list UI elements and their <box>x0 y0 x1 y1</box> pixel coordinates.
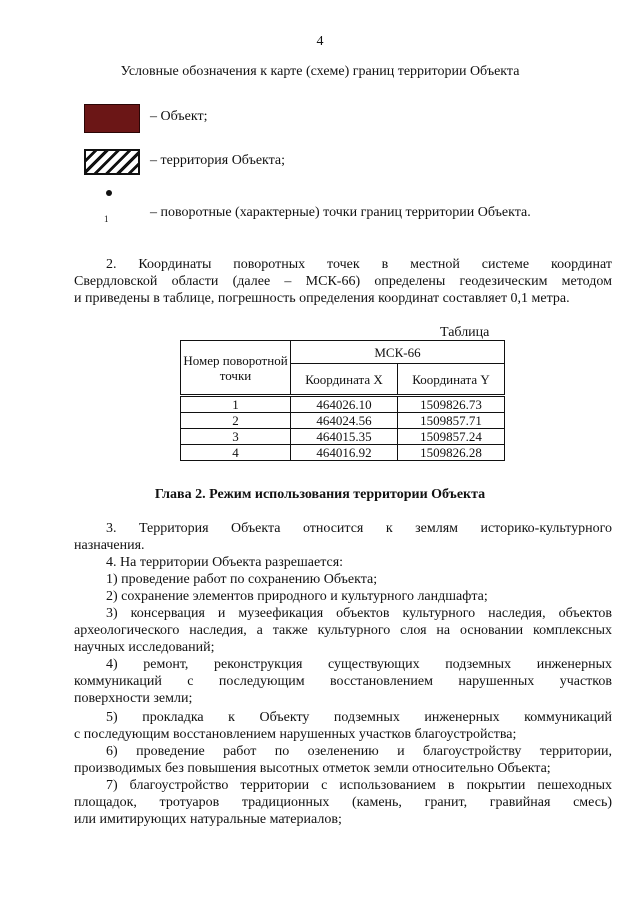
legend-territory-label: – территория Объекта; <box>150 153 286 168</box>
territory-hatch-icon <box>84 149 140 175</box>
para2-line2: Свердловской области (далее – МСК-66) определены геодезическим методом <box>74 274 612 289</box>
cell-x: 464026.10 <box>291 396 398 413</box>
legend-points-label: – поворотные (характерные) точки границ территории Объекта. <box>150 205 531 220</box>
item-7-line1: 7) благоустройство территории с использованием в покрытии пешеходных <box>106 778 612 793</box>
cell-y: 1509857.71 <box>398 413 505 429</box>
table-row <box>181 396 505 413</box>
cell-point: 1 <box>181 396 291 413</box>
item-7-line3: или имитирующих натуральные материалов; <box>74 812 342 827</box>
chapter-title: Глава 2. Режим использования территории Объекта <box>154 487 486 502</box>
para2-line1: 2. Координаты поворотных точек в местной системе координат <box>106 257 612 272</box>
table-caption: Таблица <box>440 325 490 340</box>
page-number: 4 <box>316 34 324 49</box>
table-row <box>181 413 505 429</box>
cell-point: 4 <box>181 445 291 461</box>
p3-line1: 3. Территория Объекта относится к землям историко-культурного <box>106 521 612 536</box>
legend-object-label: – Объект; <box>150 109 208 124</box>
para2-line3: и приведены в таблице, погрешность определения координат составляет 0,1 метра. <box>74 291 570 306</box>
item-5-line1: 5) прокладка к Объекту подземных инженерных коммуникаций <box>106 710 612 725</box>
header-coordinate-system: МСК-66 <box>291 341 505 364</box>
p3-line2: назначения. <box>74 538 145 553</box>
object-symbol-icon <box>84 104 140 133</box>
item-3-line2: археологического наследия, а также культурного слоя на основании комплексных <box>74 623 612 638</box>
table-row <box>181 445 505 461</box>
legend-title: Условные обозначения к карте (схеме) границ территории Объекта <box>120 64 520 79</box>
header-y: Координата Y <box>398 364 505 396</box>
cell-point: 2 <box>181 413 291 429</box>
item-4-line3: поверхности земли; <box>74 691 193 706</box>
point-marker-number: 1 <box>104 214 109 224</box>
item-3-line1: 3) консервация и музеефикация объектов культурного наследия, объектов <box>106 606 612 621</box>
cell-y: 1509826.73 <box>398 396 505 413</box>
cell-x: 464015.35 <box>291 429 398 445</box>
cell-point: 3 <box>181 429 291 445</box>
cell-y: 1509826.28 <box>398 445 505 461</box>
cell-x: 464016.92 <box>291 445 398 461</box>
item-4-line1: 4) ремонт, реконструкция существующих подземных инженерных <box>106 657 612 672</box>
item-4-line2: коммуникаций с последующим восстановлением нарушенных участков <box>74 674 612 689</box>
item-3-line3: научных исследований; <box>74 640 215 655</box>
point-marker-icon <box>106 190 112 196</box>
item-7-line2: площадок, тротуаров традиционных (камень, гранит, гравийная смесь) <box>74 795 612 810</box>
cell-x: 464024.56 <box>291 413 398 429</box>
p4: 4. На территории Объекта разрешается: <box>106 555 344 570</box>
header-x: Координата X <box>291 364 398 396</box>
item-6-line2: производимых без повышения высотных отметок земли относительно Объекта; <box>74 761 551 776</box>
item-6-line1: 6) проведение работ по озеленению и благоустройству территории, <box>106 744 612 759</box>
item-1: 1) проведение работ по сохранению Объекта; <box>106 572 378 587</box>
item-2: 2) сохранение элементов природного и культурного ландшафта; <box>106 589 488 604</box>
header-point-number: Номер поворотной точки <box>181 341 291 396</box>
item-5-line2: с последующим восстановлением нарушенных участков благоустройства; <box>74 727 517 742</box>
coordinates-table <box>180 340 505 461</box>
cell-y: 1509857.24 <box>398 429 505 445</box>
table-row <box>181 429 505 445</box>
